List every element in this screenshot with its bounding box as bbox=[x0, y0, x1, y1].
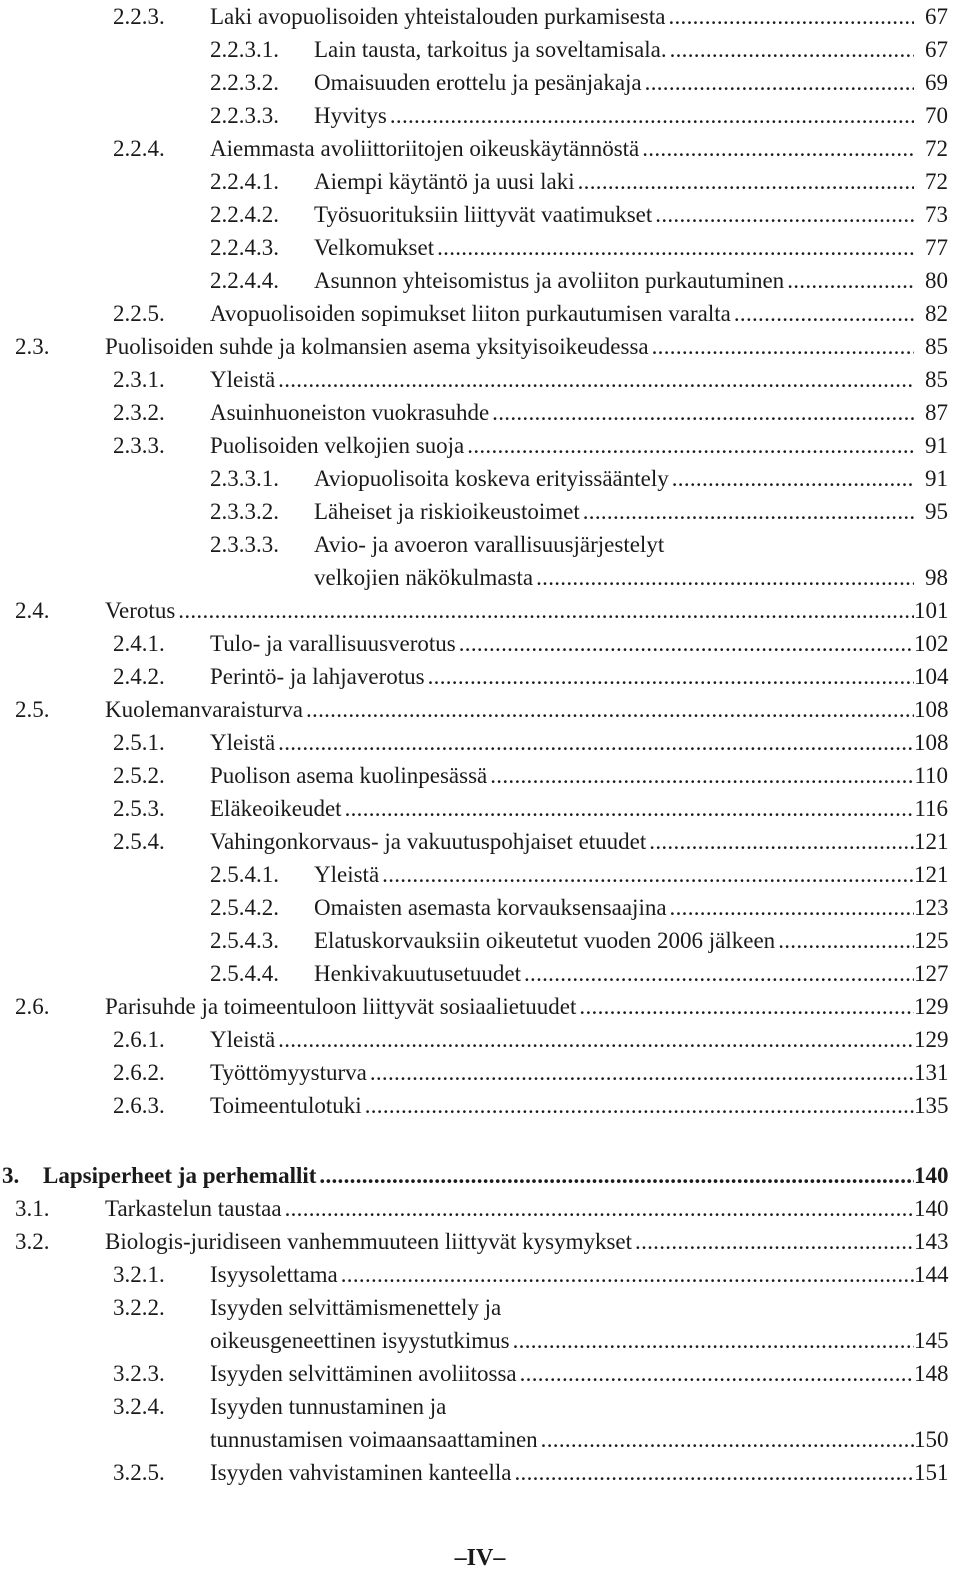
toc-entry[interactable] bbox=[0, 825, 960, 858]
toc-chapter-entry[interactable] bbox=[0, 1159, 960, 1192]
toc-page-number: 87 bbox=[925, 400, 948, 425]
toc-page-number: 145 bbox=[914, 1328, 949, 1353]
toc-page-number: 82 bbox=[925, 301, 948, 326]
toc-number: 2.4.1. bbox=[113, 631, 165, 656]
toc-page-number: 67 bbox=[925, 37, 948, 62]
dot-leader bbox=[670, 33, 914, 66]
toc-page-number: 77 bbox=[925, 235, 948, 260]
toc-entry[interactable] bbox=[0, 660, 960, 693]
dot-leader bbox=[390, 99, 914, 132]
toc-title: Asuinhuoneiston vuokrasuhde bbox=[210, 400, 490, 425]
toc-entry[interactable] bbox=[0, 957, 960, 990]
toc-title: Biologis-juridiseen vanhemmuuteen liittyvät kysymykset bbox=[105, 1229, 633, 1254]
toc-page-number: 143 bbox=[914, 1229, 949, 1254]
toc-entry[interactable] bbox=[0, 792, 960, 825]
toc-number: 2.4. bbox=[15, 598, 50, 623]
toc-title: Isyysolettama bbox=[210, 1262, 338, 1287]
toc-title: Yleistä bbox=[210, 730, 276, 755]
dot-leader bbox=[655, 198, 914, 231]
dot-leader bbox=[734, 297, 914, 330]
toc-page-number: 150 bbox=[914, 1427, 949, 1452]
toc-title: Läheiset ja riskioikeustoimet bbox=[314, 499, 580, 524]
dot-leader bbox=[428, 660, 914, 693]
toc-page-number: 104 bbox=[914, 664, 949, 689]
toc-title: Tarkastelun taustaa bbox=[105, 1196, 282, 1221]
dot-leader bbox=[492, 396, 914, 429]
toc-page-number: 125 bbox=[914, 928, 949, 953]
toc-page-number: 91 bbox=[925, 466, 948, 491]
toc-page-number: 151 bbox=[914, 1460, 949, 1485]
dot-leader bbox=[578, 165, 914, 198]
toc-title: Aiemmasta avoliittoriitojen oikeuskäytännöstä bbox=[210, 136, 640, 161]
toc-entry[interactable] bbox=[0, 924, 960, 957]
toc-title: Avio- ja avoeron varallisuusjärjestelyt bbox=[314, 532, 665, 557]
toc-title: Aviopuolisoita koskeva erityissääntely bbox=[314, 466, 669, 491]
toc-page-number: 116 bbox=[914, 796, 948, 821]
toc-page-number: 144 bbox=[914, 1262, 949, 1287]
dot-leader bbox=[668, 0, 914, 33]
toc-entry[interactable] bbox=[0, 726, 960, 759]
toc-page-number: 85 bbox=[925, 367, 948, 392]
toc-number: 2.3.3.2. bbox=[210, 499, 279, 524]
toc-page-number: 140 bbox=[914, 1163, 949, 1188]
toc-title: Yleistä bbox=[314, 862, 380, 887]
toc-number: 3.1. bbox=[15, 1196, 50, 1221]
toc-entry[interactable] bbox=[0, 594, 960, 627]
toc-entry[interactable] bbox=[0, 1456, 960, 1489]
toc-title: Puolison asema kuolinpesässä bbox=[210, 763, 488, 788]
toc-number: 2.6. bbox=[15, 994, 50, 1019]
toc-number: 2.2.3.3. bbox=[210, 103, 279, 128]
toc-page-number: 85 bbox=[925, 334, 948, 359]
toc-entry[interactable] bbox=[0, 858, 960, 891]
toc-entry[interactable] bbox=[0, 33, 960, 66]
toc-title: Perintö- ja lahjaverotus bbox=[210, 664, 425, 689]
toc-number: 3.2.5. bbox=[113, 1460, 165, 1485]
toc-entry[interactable] bbox=[0, 627, 960, 660]
toc-page-number: 110 bbox=[914, 763, 948, 788]
toc-entry[interactable] bbox=[0, 495, 960, 528]
toc-title: Hyvitys bbox=[314, 103, 387, 128]
toc-title: Isyyden selvittämismenettely ja bbox=[210, 1295, 502, 1320]
dot-leader bbox=[370, 1056, 914, 1089]
dot-leader bbox=[285, 1192, 914, 1225]
toc-page-number: 148 bbox=[914, 1361, 949, 1386]
toc-entry[interactable] bbox=[0, 231, 960, 264]
dot-leader bbox=[652, 330, 914, 363]
toc-title: Parisuhde ja toimeentuloon liittyvät sosiaalietuudet bbox=[105, 994, 577, 1019]
toc-entry[interactable] bbox=[0, 1390, 960, 1456]
toc-number: 2.5.3. bbox=[113, 796, 165, 821]
toc-number: 2.5.1. bbox=[113, 730, 165, 755]
toc-page-number: 69 bbox=[925, 70, 948, 95]
toc-entry[interactable] bbox=[0, 759, 960, 792]
toc-title: Omaisten asemasta korvauksensaajina bbox=[314, 895, 667, 920]
toc-number: 2.6.3. bbox=[113, 1093, 165, 1118]
dot-leader bbox=[520, 1357, 914, 1390]
toc-page-number: 108 bbox=[914, 730, 949, 755]
toc-number: 2.5.4.1. bbox=[210, 862, 279, 887]
toc-entry[interactable] bbox=[0, 0, 960, 33]
toc-title: Laki avopuolisoiden yhteistalouden purkamisesta bbox=[210, 4, 666, 29]
toc-number: 2.5.4.2. bbox=[210, 895, 279, 920]
toc-entry[interactable] bbox=[0, 1089, 960, 1122]
toc-number: 2.5.4. bbox=[113, 829, 165, 854]
toc-page-number: 135 bbox=[914, 1093, 949, 1118]
dot-leader bbox=[513, 1324, 914, 1357]
toc-page-number: 129 bbox=[914, 1027, 949, 1052]
toc-entry[interactable] bbox=[0, 1056, 960, 1089]
dot-leader bbox=[778, 924, 914, 957]
toc-title: Työsuorituksiin liittyvät vaatimukset bbox=[314, 202, 653, 227]
toc-entry[interactable] bbox=[0, 1291, 960, 1357]
toc-entry[interactable] bbox=[0, 462, 960, 495]
toc-entry[interactable] bbox=[0, 297, 960, 330]
toc-title: Tulo- ja varallisuusverotus bbox=[210, 631, 456, 656]
dot-leader bbox=[536, 561, 914, 594]
dot-leader bbox=[278, 363, 914, 396]
toc-entry[interactable] bbox=[0, 1023, 960, 1056]
toc-number: 2.2.5. bbox=[113, 301, 165, 326]
toc-title: Vahingonkorvaus- ja vakuutuspohjaiset etuudet bbox=[210, 829, 647, 854]
toc-entry[interactable] bbox=[0, 264, 960, 297]
toc-entry[interactable] bbox=[0, 891, 960, 924]
toc-title: Kuolemanvaraisturva bbox=[105, 697, 303, 722]
toc-entry[interactable] bbox=[0, 132, 960, 165]
dot-leader bbox=[579, 990, 914, 1023]
dot-leader bbox=[467, 429, 914, 462]
toc-entry[interactable] bbox=[0, 363, 960, 396]
toc-entry[interactable] bbox=[0, 1357, 960, 1390]
toc-number: 2.5.2. bbox=[113, 763, 165, 788]
toc-entry[interactable] bbox=[0, 99, 960, 132]
toc-number: 2.3.3.1. bbox=[210, 466, 279, 491]
toc-title: Puolisoiden suhde ja kolmansien asema yksityisoikeudessa bbox=[105, 334, 649, 359]
toc-title: Isyyden selvittäminen avoliitossa bbox=[210, 1361, 517, 1386]
toc-page-number: 101 bbox=[914, 598, 949, 623]
dot-leader bbox=[670, 891, 914, 924]
dot-leader bbox=[672, 462, 914, 495]
toc-number: 3.2.1. bbox=[113, 1262, 165, 1287]
toc-page-number: 121 bbox=[914, 829, 949, 854]
toc-number: 3.2.4. bbox=[113, 1394, 165, 1419]
toc-number: 2.5.4.3. bbox=[210, 928, 279, 953]
toc-number: 2.5.4.4. bbox=[210, 961, 279, 986]
dot-leader bbox=[490, 759, 914, 792]
toc-number: 2.4.2. bbox=[113, 664, 165, 689]
toc-entry[interactable] bbox=[0, 330, 960, 363]
dot-leader bbox=[459, 627, 914, 660]
toc-page-number: 108 bbox=[914, 697, 949, 722]
toc-entry[interactable] bbox=[0, 165, 960, 198]
toc-title: Elatuskorvauksiin oikeutetut vuoden 2006 jälkeen bbox=[314, 928, 776, 953]
toc-entry[interactable] bbox=[0, 1192, 960, 1225]
toc-title: Lapsiperheet ja perhemallit bbox=[43, 1163, 317, 1188]
dot-leader bbox=[341, 1258, 914, 1291]
dot-leader bbox=[306, 693, 914, 726]
dot-leader bbox=[365, 1089, 914, 1122]
toc-page-number: 95 bbox=[925, 499, 948, 524]
toc-entry[interactable] bbox=[0, 1258, 960, 1291]
toc-page-number: 80 bbox=[925, 268, 948, 293]
dot-leader bbox=[787, 264, 914, 297]
toc-entry[interactable] bbox=[0, 693, 960, 726]
toc-number: 3.2. bbox=[15, 1229, 50, 1254]
dot-leader bbox=[178, 594, 914, 627]
toc-title: Omaisuuden erottelu ja pesänjakaja bbox=[314, 70, 642, 95]
dot-leader bbox=[645, 66, 914, 99]
toc-title: Työttömyysturva bbox=[210, 1060, 367, 1085]
toc-entry[interactable] bbox=[0, 198, 960, 231]
toc-number: 2.3.1. bbox=[113, 367, 165, 392]
dot-leader bbox=[278, 726, 914, 759]
toc-title: Puolisoiden velkojien suoja bbox=[210, 433, 465, 458]
page-number-footer: –IV– bbox=[454, 1545, 506, 1571]
toc-page-number: 131 bbox=[914, 1060, 949, 1085]
toc-number: 3. bbox=[2, 1163, 20, 1188]
dot-leader bbox=[345, 792, 914, 825]
toc-entry[interactable] bbox=[0, 1225, 960, 1258]
toc-entry[interactable] bbox=[0, 429, 960, 462]
dot-leader bbox=[649, 825, 914, 858]
toc-number: 2.3.3. bbox=[113, 433, 165, 458]
toc-number: 2.3. bbox=[15, 334, 50, 359]
toc-page-number: 98 bbox=[925, 565, 948, 590]
toc-title: Isyyden tunnustaminen ja bbox=[210, 1394, 447, 1419]
dot-leader bbox=[635, 1225, 914, 1258]
toc-page-number: 123 bbox=[914, 895, 949, 920]
toc-title: Aiempi käytäntö ja uusi laki bbox=[314, 169, 575, 194]
toc-title: Yleistä bbox=[210, 1027, 276, 1052]
toc-number: 2.3.2. bbox=[113, 400, 165, 425]
dot-leader bbox=[319, 1159, 914, 1192]
dot-leader bbox=[514, 1456, 914, 1489]
toc-title: Eläkeoikeudet bbox=[210, 796, 342, 821]
toc-page-number: 129 bbox=[914, 994, 949, 1019]
toc-number: 2.2.3.1. bbox=[210, 37, 279, 62]
toc-number: 3.2.3. bbox=[113, 1361, 165, 1386]
toc-title: Isyyden vahvistaminen kanteella bbox=[210, 1460, 512, 1485]
toc-number: 2.6.2. bbox=[113, 1060, 165, 1085]
toc-page-number: 91 bbox=[925, 433, 948, 458]
toc-number: 2.2.3. bbox=[113, 4, 165, 29]
toc-number: 2.3.3.3. bbox=[210, 532, 279, 557]
dot-leader bbox=[642, 132, 914, 165]
toc-title: Asunnon yhteisomistus ja avoliiton purkautuminen bbox=[314, 268, 785, 293]
toc-number: 2.2.4.2. bbox=[210, 202, 279, 227]
toc-number: 2.2.4.3. bbox=[210, 235, 279, 260]
toc-page-number: 121 bbox=[914, 862, 949, 887]
toc-entry[interactable] bbox=[0, 396, 960, 429]
toc-title-continued: oikeusgeneettinen isyystutkimus bbox=[210, 1328, 510, 1353]
toc-entry[interactable] bbox=[0, 66, 960, 99]
toc-title-continued: velkojien näkökulmasta bbox=[314, 565, 534, 590]
toc-page-number: 102 bbox=[914, 631, 949, 656]
toc-number: 2.2.4.4. bbox=[210, 268, 279, 293]
toc-page-number: 140 bbox=[914, 1196, 949, 1221]
dot-leader bbox=[278, 1023, 914, 1056]
toc-page-number: 72 bbox=[925, 169, 948, 194]
toc-page-number: 70 bbox=[925, 103, 948, 128]
toc-title: Yleistä bbox=[210, 367, 276, 392]
toc-page-number: 127 bbox=[914, 961, 949, 986]
toc-title: Velkomukset bbox=[314, 235, 435, 260]
toc-title: Toimeentulotuki bbox=[210, 1093, 362, 1118]
dot-leader bbox=[541, 1423, 914, 1456]
toc-page-number: 67 bbox=[925, 4, 948, 29]
dot-leader bbox=[583, 495, 914, 528]
toc-title: Avopuolisoiden sopimukset liiton purkautumisen varalta bbox=[210, 301, 731, 326]
dot-leader bbox=[437, 231, 914, 264]
toc-entry[interactable] bbox=[0, 528, 960, 594]
dot-leader bbox=[382, 858, 914, 891]
toc-number: 2.2.4. bbox=[113, 136, 165, 161]
toc-number: 2.2.4.1. bbox=[210, 169, 279, 194]
toc-entry[interactable] bbox=[0, 990, 960, 1023]
toc-title: Lain tausta, tarkoitus ja soveltamisala. bbox=[314, 37, 667, 62]
toc-number: 3.2.2. bbox=[113, 1295, 165, 1320]
toc-number: 2.6.1. bbox=[113, 1027, 165, 1052]
dot-leader bbox=[524, 957, 914, 990]
toc-page-number: 72 bbox=[925, 136, 948, 161]
toc-number: 2.2.3.2. bbox=[210, 70, 279, 95]
toc-title-continued: tunnustamisen voimaansaattaminen bbox=[210, 1427, 538, 1452]
toc-number: 2.5. bbox=[15, 697, 50, 722]
toc-title: Verotus bbox=[105, 598, 176, 623]
toc-title: Henkivakuutusetuudet bbox=[314, 961, 521, 986]
toc-page-number: 73 bbox=[925, 202, 948, 227]
